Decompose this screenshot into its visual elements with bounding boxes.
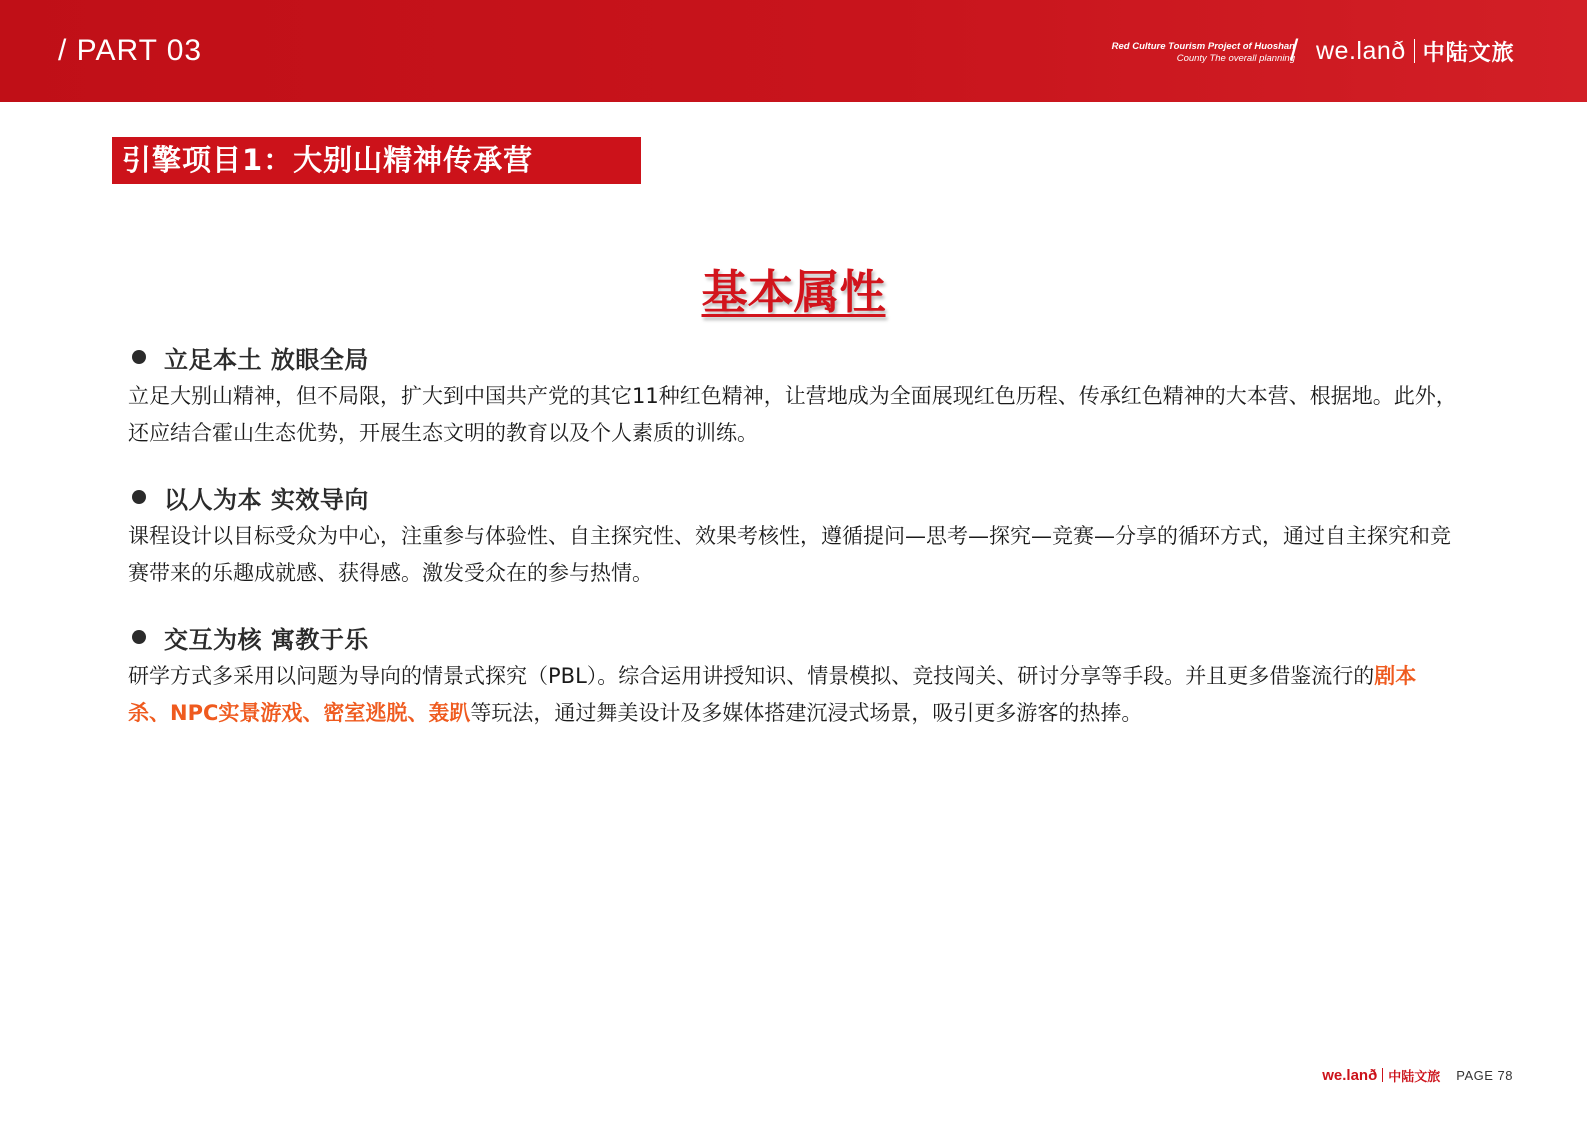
point-3-body-before: 研学方式多采用以问题为导向的情景式探究（PBL）。综合运用讲授知识、情景模拟、竞技闯关、研讨分享等手段。并且更多借鉴流行的 (128, 664, 1375, 688)
section-title: 引擎项目1：大别山精神传承营 (112, 137, 641, 184)
point-1 (128, 340, 1458, 452)
bullet-icon (132, 490, 146, 504)
point-2-heading (128, 480, 1458, 514)
point-3-body (128, 658, 1458, 732)
point-2-body: 课程设计以目标受众为中心，注重参与体验性、自主探究性、效果考核性，遵循提问—思考—探究—竞赛—分享的循环方式，通过自主探究和竞赛带来的乐趣成就感、获得感。激发受众在的参与热情。 (128, 524, 1451, 585)
footer-brand-divider (1382, 1068, 1383, 1082)
footer-brand-cn: 中陆文旅 (1388, 1069, 1441, 1085)
point-3-heading (128, 620, 1458, 654)
point-1-heading-text: 立足本土 放眼全局 (164, 345, 369, 374)
bullet-icon (132, 350, 146, 364)
point-1-heading (128, 340, 1458, 374)
point-3-heading-text: 交互为核 寓教于乐 (164, 625, 369, 654)
project-title-en (1112, 41, 1295, 65)
brand-logo-en: we.lanð (1316, 36, 1406, 65)
header-separator: / (1290, 34, 1299, 67)
footer-brand-en: we.lanð (1322, 1066, 1378, 1084)
project-title-line1: Red Culture Tourism Project of Huoshan (1111, 41, 1295, 52)
point-3-body-highlight: 剧本杀、NPC实景游戏、密室逃脱、轰趴 (128, 664, 1417, 725)
page-number: PAGE 78 (1456, 1067, 1513, 1083)
brand-divider (1414, 39, 1415, 63)
point-2-heading-text: 以人为本 实效导向 (164, 485, 369, 514)
main-title-text: 基本属性 (701, 265, 886, 319)
project-title-line2: County The overall planning (1176, 53, 1295, 64)
main-title (0, 256, 1587, 322)
header-bar (0, 0, 1587, 102)
point-3 (128, 620, 1458, 732)
footer (1322, 1065, 1513, 1085)
point-1-body: 立足大别山精神，但不局限，扩大到中国共产党的其它11种红色精神，让营地成为全面展现红色历程、传承红色精神的大本营、根据地。此外，还应结合霍山生态优势，开展生态文明的教育以及个人素质的训练。 (128, 384, 1457, 445)
part-label: / PART 03 (58, 34, 203, 67)
brand-logo (1316, 36, 1515, 66)
point-3-body-after: 等玩法，通过舞美设计及多媒体搭建沉浸式场景，吸引更多游客的热捧。 (470, 701, 1143, 725)
point-2 (128, 480, 1458, 592)
bullet-icon (132, 630, 146, 644)
brand-logo-cn: 中陆文旅 (1422, 40, 1515, 66)
